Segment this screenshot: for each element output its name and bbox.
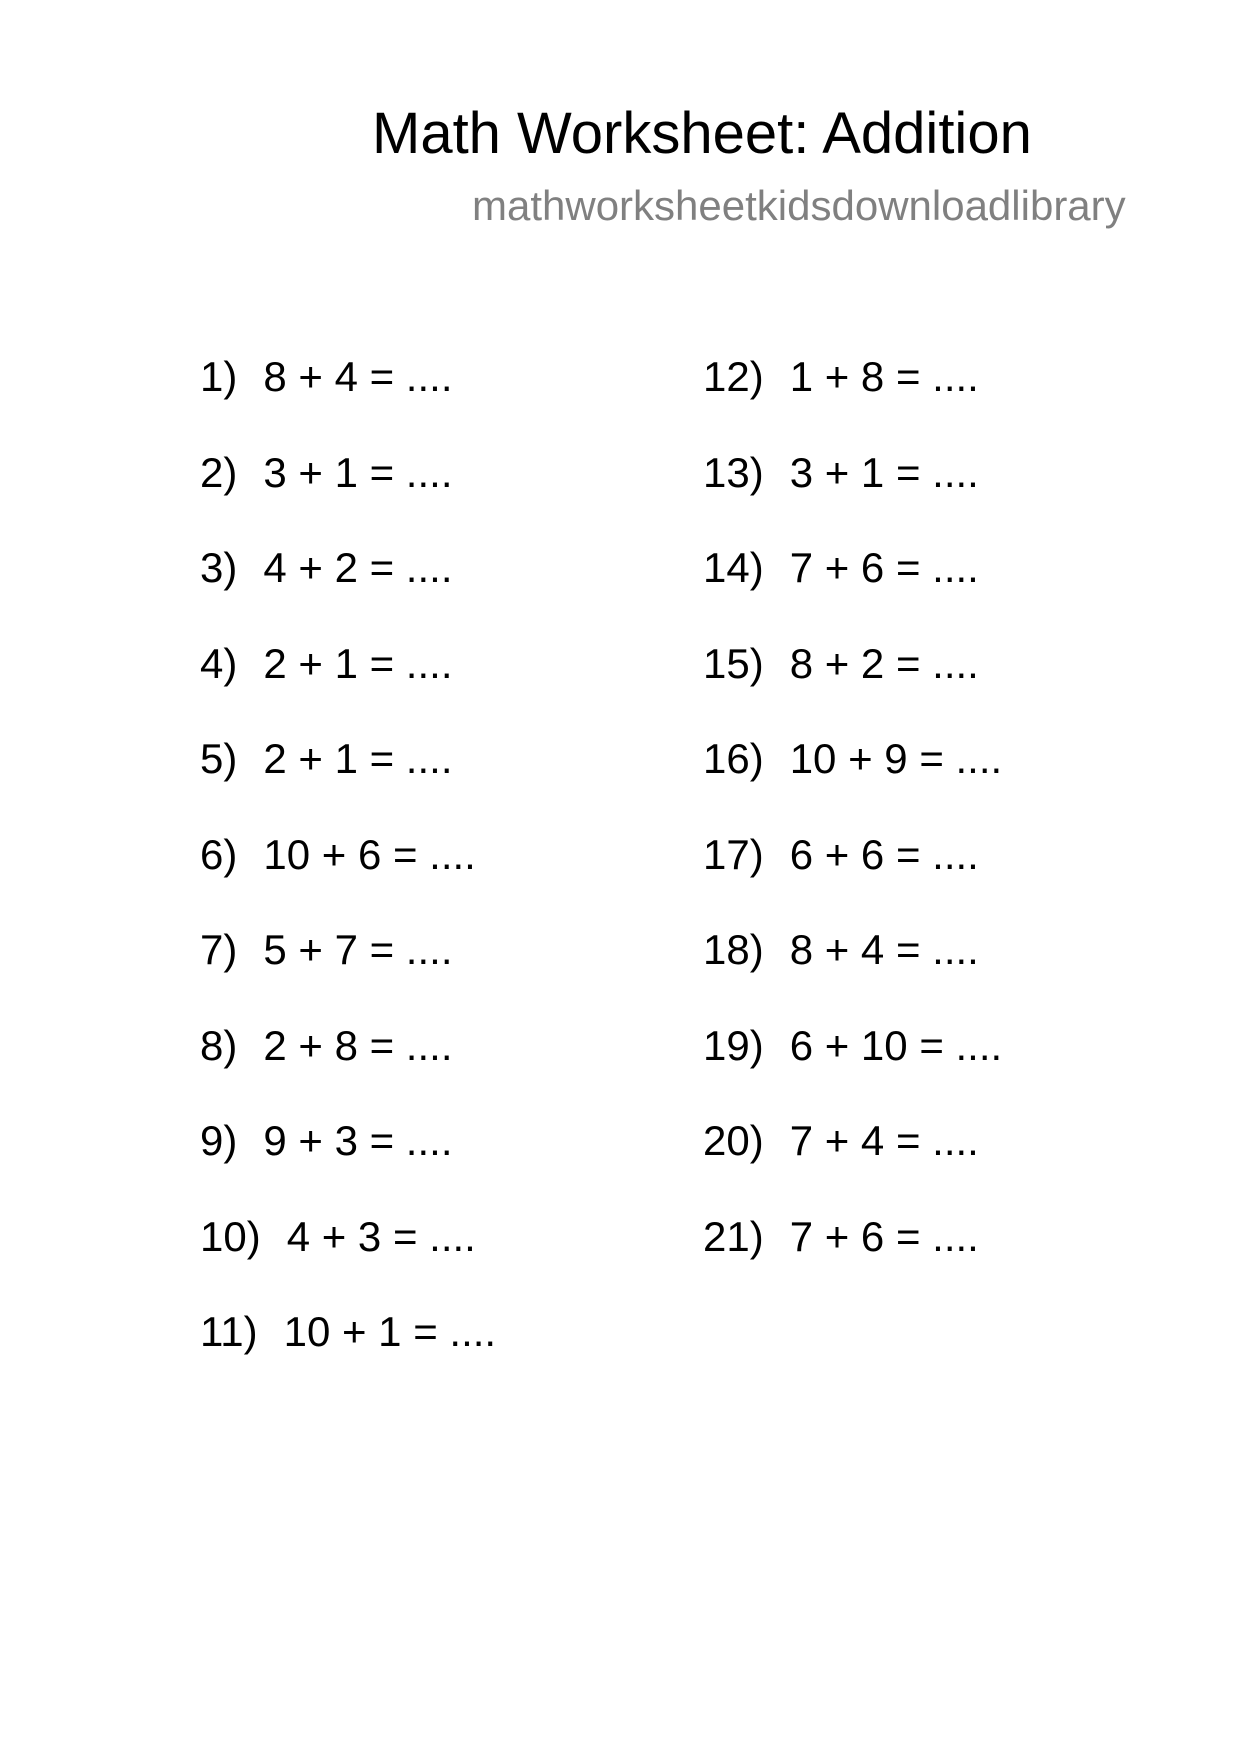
- problem-column-right: [703, 349, 1002, 1304]
- problem-item: [200, 1209, 496, 1305]
- problem-number: 14): [703, 544, 764, 591]
- problem-expression: 7 + 6 = ....: [789, 544, 979, 591]
- problem-number: 13): [703, 448, 764, 496]
- problem-number: 15): [703, 639, 764, 687]
- problem-item: [703, 636, 1002, 732]
- problem-expression: 7 + 4 = ....: [789, 1117, 979, 1164]
- problem-item: [703, 922, 1002, 1018]
- problem-item: [200, 1113, 496, 1209]
- problem-expression: 8 + 2 = ....: [789, 639, 979, 687]
- problem-item: [200, 1304, 496, 1400]
- problem-item: [200, 636, 496, 732]
- problem-number: 5): [200, 735, 238, 782]
- problem-item: [703, 731, 1002, 827]
- problem-number: 2): [200, 448, 238, 496]
- problem-expression: 8 + 4 = ....: [789, 926, 979, 973]
- problem-item: [703, 827, 1002, 923]
- problem-expression: 10 + 6 = ....: [263, 830, 476, 878]
- problem-item: [703, 445, 1002, 541]
- problem-number: 16): [703, 735, 764, 782]
- problem-number: 3): [200, 544, 238, 591]
- problem-number: 10): [200, 1212, 261, 1260]
- problem-item: [200, 1018, 496, 1114]
- problem-expression: 3 + 1 = ....: [263, 448, 453, 496]
- problem-number: 12): [703, 353, 764, 400]
- page-title: Math Worksheet: Addition: [372, 101, 1032, 166]
- problem-expression: 5 + 7 = ....: [263, 926, 453, 973]
- problem-expression: 8 + 4 = ....: [263, 353, 453, 400]
- problem-number: 6): [200, 830, 238, 878]
- problem-number: 9): [200, 1117, 238, 1164]
- problem-item: [200, 445, 496, 541]
- problem-expression: 7 + 6 = ....: [789, 1212, 979, 1260]
- problem-item: [703, 1209, 1002, 1305]
- problem-number: 20): [703, 1117, 764, 1164]
- problem-expression: 4 + 3 = ....: [286, 1212, 476, 1260]
- problem-item: [703, 349, 1002, 445]
- problem-expression: 6 + 10 = ....: [789, 1021, 1003, 1069]
- problem-expression: 2 + 1 = ....: [263, 735, 453, 782]
- problem-item: [200, 349, 496, 445]
- problem-expression: 4 + 2 = ....: [263, 544, 453, 591]
- problem-expression: 1 + 8 = ....: [789, 353, 979, 400]
- problem-expression: 10 + 9 = ....: [789, 735, 1003, 782]
- problem-item: [200, 922, 496, 1018]
- problem-item: [703, 540, 1002, 636]
- problem-number: 21): [703, 1212, 764, 1260]
- problem-number: 17): [703, 830, 764, 878]
- problem-column-left: [200, 349, 496, 1400]
- problem-item: [200, 540, 496, 636]
- problem-expression: 10 + 1 = ....: [283, 1308, 497, 1355]
- problem-number: 7): [200, 926, 238, 973]
- problem-expression: 3 + 1 = ....: [789, 448, 979, 496]
- problem-number: 8): [200, 1021, 238, 1069]
- problem-number: 4): [200, 639, 238, 687]
- problem-item: [200, 731, 496, 827]
- page-subtitle: mathworksheetkidsdownloadlibrary: [472, 182, 1126, 229]
- problem-item: [703, 1018, 1002, 1114]
- problem-expression: 9 + 3 = ....: [263, 1117, 453, 1164]
- problem-item: [703, 1113, 1002, 1209]
- problem-number: 1): [200, 353, 238, 400]
- problem-expression: 2 + 1 = ....: [263, 639, 453, 687]
- problem-number: 19): [703, 1021, 764, 1069]
- problem-number: 11): [200, 1308, 258, 1355]
- problem-expression: 2 + 8 = ....: [263, 1021, 453, 1069]
- problem-item: [200, 827, 496, 923]
- problem-number: 18): [703, 926, 764, 973]
- problem-expression: 6 + 6 = ....: [789, 830, 979, 878]
